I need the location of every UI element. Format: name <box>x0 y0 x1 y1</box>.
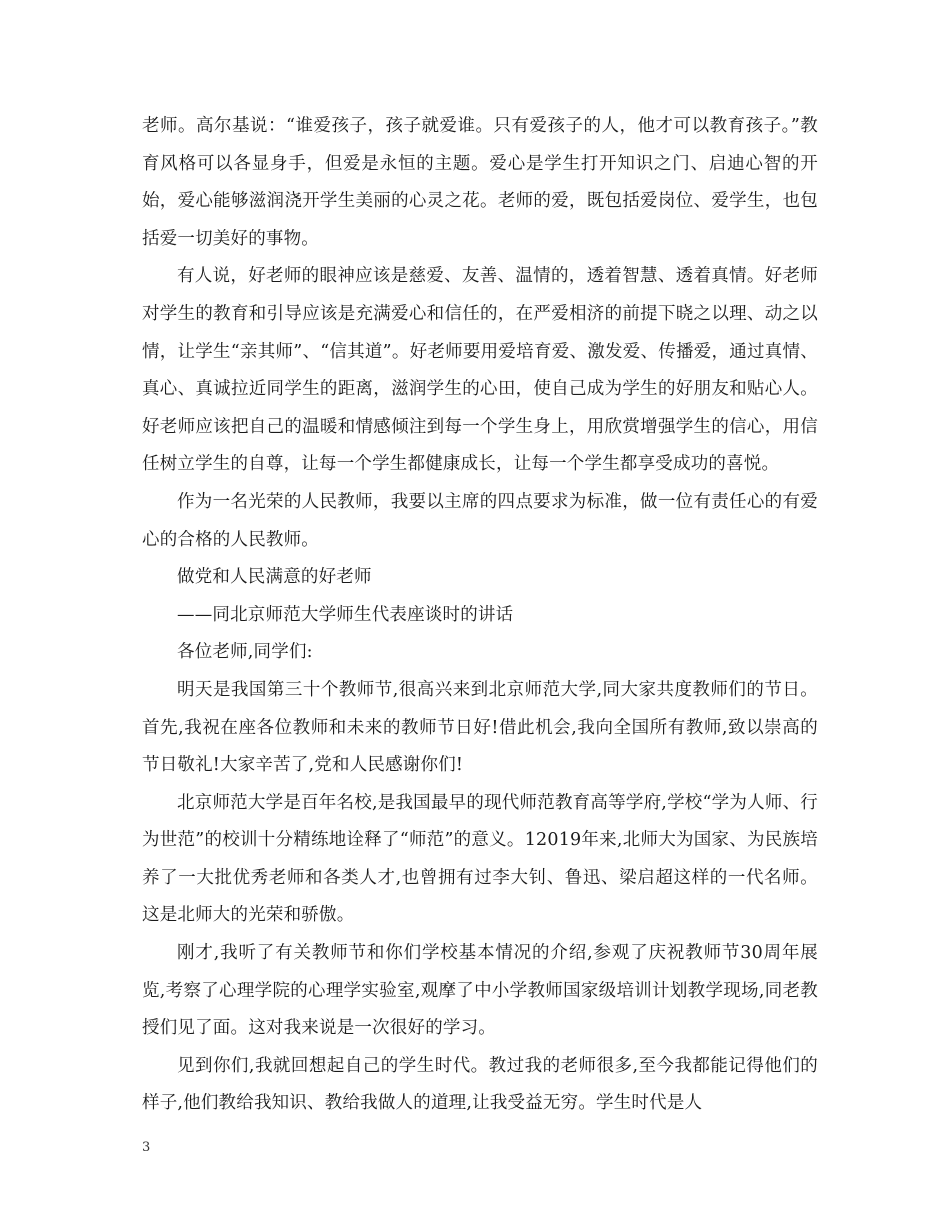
paragraph-10: 见到你们,我就回想起自己的学生时代。教过我的老师很多,至今我都能记得他们的样子,他们教给我知识、教给我做人的道理,让我受益无穷。学生时代是人 <box>142 1055 818 1114</box>
speech-title: 做党和人民满意的好老师 <box>177 567 372 588</box>
salutation: 各位老师,同学们: <box>177 642 313 663</box>
paragraph-2: 有人说，好老师的眼神应该是慈爱、友善、温情的，透着智慧、透着真情。好老师对学生的教育和引导应该是充满爱心和信任的，在严爱相济的前提下晓之以理、动之以情，让学生“亲其师”、“信其道”。好老师要用爱培育爱、激发爱、传播爱，通过真情、真心、真诚拉近同学生的距离，滋润学生的心田，使自己成为学生的好朋友和贴心人。好老师应该把自己的温暖和情感倾注到每一个学生身上，用欣赏增强学生的信心，用信任树立学生的自尊，让每一个学生都健康成长，让每一个学生都享受成功的喜悦。 <box>142 266 818 475</box>
paragraph-3: 作为一名光荣的人民教师，我要以主席的四点要求为标准，做一位有责任心的有爱心的合格的人民教师。 <box>142 491 818 550</box>
paragraph-8: 北京师范大学是百年名校,是我国最早的现代师范教育高等学府,学校“学为人师、行为世范”的校训十分精练地诠释了“师范”的意义。12019年来,北师大为国家、为民族培养了一大批优秀老师和各类人才,也曾拥有过李大钊、鲁迅、梁启超这样的一代名师。这是北师大的光荣和骄傲。 <box>142 792 818 926</box>
speech-subtitle: ——同北京师范大学师生代表座谈时的讲话 <box>177 604 514 625</box>
paragraph-1: 老师。高尔基说：“谁爱孩子，孩子就爱谁。只有爱孩子的人，他才可以教育孩子。”教育风格可以各显身手，但爱是永恒的主题。爱心是学生打开知识之门、启迪心智的开始，爱心能够滋润浇开学生美丽的心灵之花。老师的爱，既包括爱岗位、爱学生，也包括爱一切美好的事物。 <box>142 116 818 249</box>
document-body <box>142 108 818 1123</box>
page-number: 3 <box>142 1140 151 1155</box>
paragraph-9: 刚才,我听了有关教师节和你们学校基本情况的介绍,参观了庆祝教师节30周年展览,考察了心理学院的心理学实验室,观摩了中小学教师国家级培训计划教学现场,同老教授们见了面。这对我来说是一次很好的学习。 <box>142 943 818 1039</box>
paragraph-7: 明天是我国第三十个教师节,很高兴来到北京师范大学,同大家共度教师们的节日。首先,我祝在座各位教师和未来的教师节日好!借此机会,我向全国所有教师,致以崇高的节日敬礼!大家辛苦了,党和人民感谢你们! <box>142 679 818 776</box>
